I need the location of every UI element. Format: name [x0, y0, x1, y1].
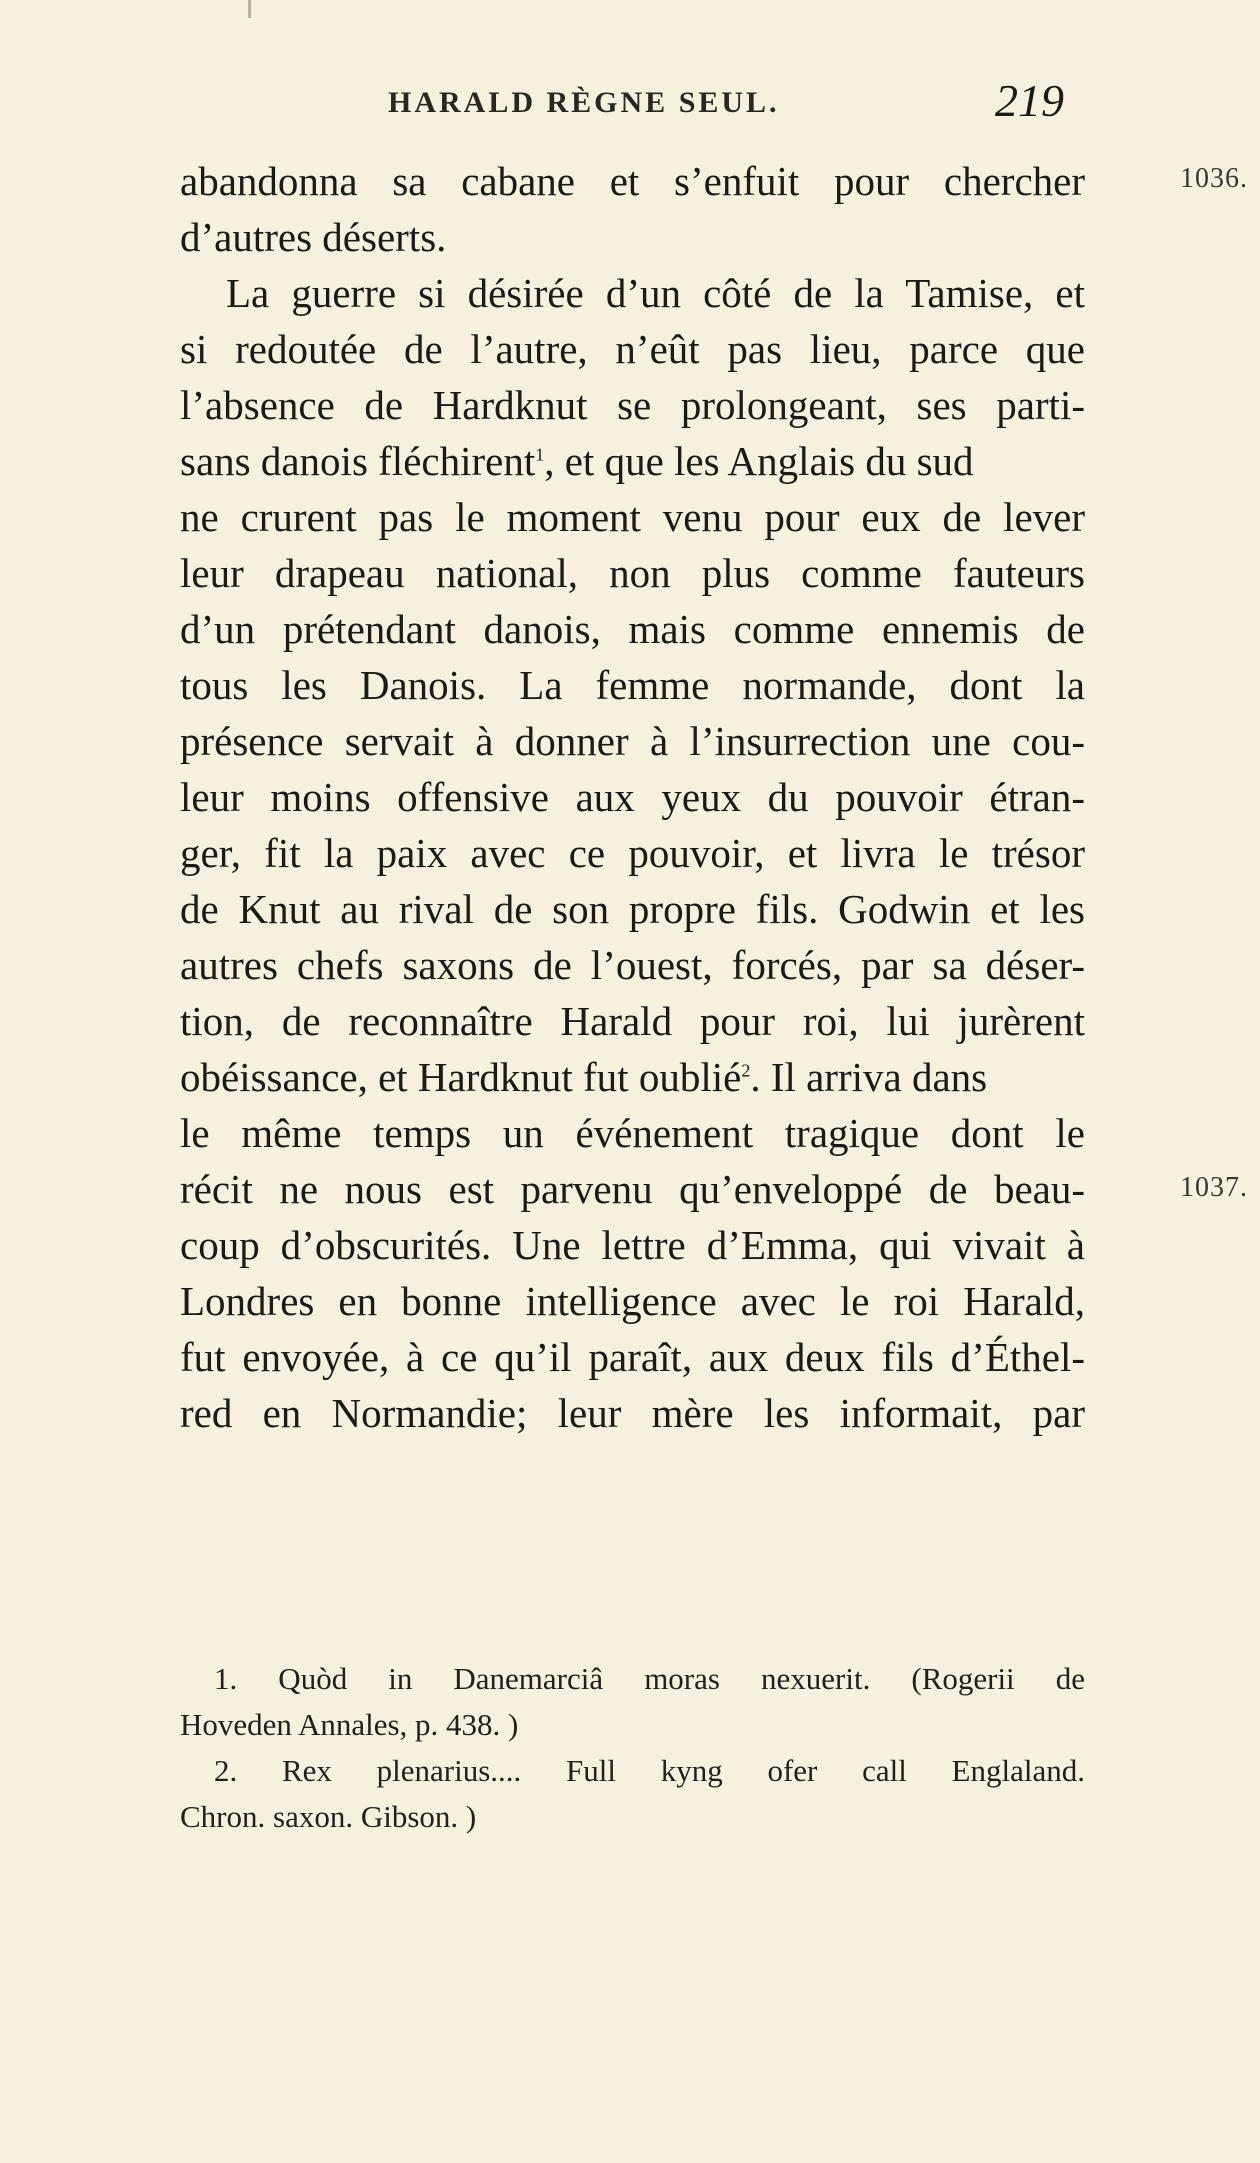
text-line: d’autres déserts. [180, 214, 447, 260]
text-fragment: sans danois fléchirent [180, 438, 536, 484]
text-line: La guerre si désirée d’un côté de la Tamise, et [226, 270, 1085, 316]
text-line: leur drapeau national, non plus comme fauteurs [180, 550, 1085, 596]
text-line: récit ne nous est parvenu qu’enveloppé de beau- [180, 1166, 1085, 1212]
text-line: red en Normandie; leur mère les informait, par [180, 1390, 1085, 1436]
text-line: tion, de reconnaître Harald pour roi, lui jurèrent [180, 998, 1085, 1044]
footnote-2-continued: Chron. saxon. Gibson. ) [180, 1799, 477, 1834]
text-line: tous les Danois. La femme normande, dont la [180, 662, 1085, 708]
text-line: le même temps un événement tragique dont le [180, 1110, 1085, 1156]
footnote-ref-2: 2 [741, 1060, 751, 1081]
text-line [180, 433, 1085, 489]
text-line: fut envoyée, à ce qu’il paraît, aux deux fils d’Éthel- [180, 1334, 1085, 1380]
paper-mark [248, 0, 251, 18]
text-line: leur moins offensive aux yeux du pouvoir étran- [180, 774, 1085, 820]
text-line: l’absence de Hardknut se prolongeant, ses parti- [180, 382, 1085, 428]
text-line: si redoutée de l’autre, n’eût pas lieu, parce que [180, 326, 1085, 372]
text-line: d’un prétendant danois, mais comme ennemis de [180, 606, 1085, 652]
footnote-1-continued: Hoveden Annales, p. 438. ) [180, 1707, 519, 1742]
text-line: autres chefs saxons de l’ouest, forcés, par sa déser- [180, 942, 1085, 988]
text-line: présence servait à donner à l’insurrection une cou- [180, 718, 1085, 764]
running-head: HARALD RÈGNE SEUL. [388, 86, 780, 119]
text-line: ger, fit la paix avec ce pouvoir, et livra le trésor [180, 830, 1085, 876]
page-header [388, 75, 1064, 138]
text-line: coup d’obscurités. Une lettre d’Emma, qui vivait à [180, 1222, 1085, 1268]
footnote-2: 2. Rex plenarius.... Full kyng ofer call Englaland. [214, 1753, 1085, 1788]
text-line: Londres en bonne intelligence avec le roi Harald, [180, 1278, 1085, 1324]
footnote-1: 1. Quòd in Danemarciâ moras nexuerit. (Rogerii de [214, 1661, 1085, 1696]
margin-date-1036: 1036. [1180, 163, 1248, 194]
text-line [180, 1049, 1085, 1105]
text-line: abandonna sa cabane et s’enfuit pour chercher [180, 158, 1085, 204]
margin-date-1037: 1037. [1180, 1172, 1248, 1203]
footnote-ref-1: 1 [535, 444, 545, 465]
text-line: de Knut au rival de son propre fils. Godwin et les [180, 886, 1085, 932]
text-fragment: obéissance, et Hardknut fut oublié [180, 1054, 742, 1100]
text-fragment: . Il arriva dans [750, 1054, 988, 1100]
text-fragment: , et que les Anglais du sud [544, 438, 974, 484]
text-line: ne crurent pas le moment venu pour eux de lever [180, 494, 1085, 540]
page-number: 219 [995, 75, 1064, 126]
